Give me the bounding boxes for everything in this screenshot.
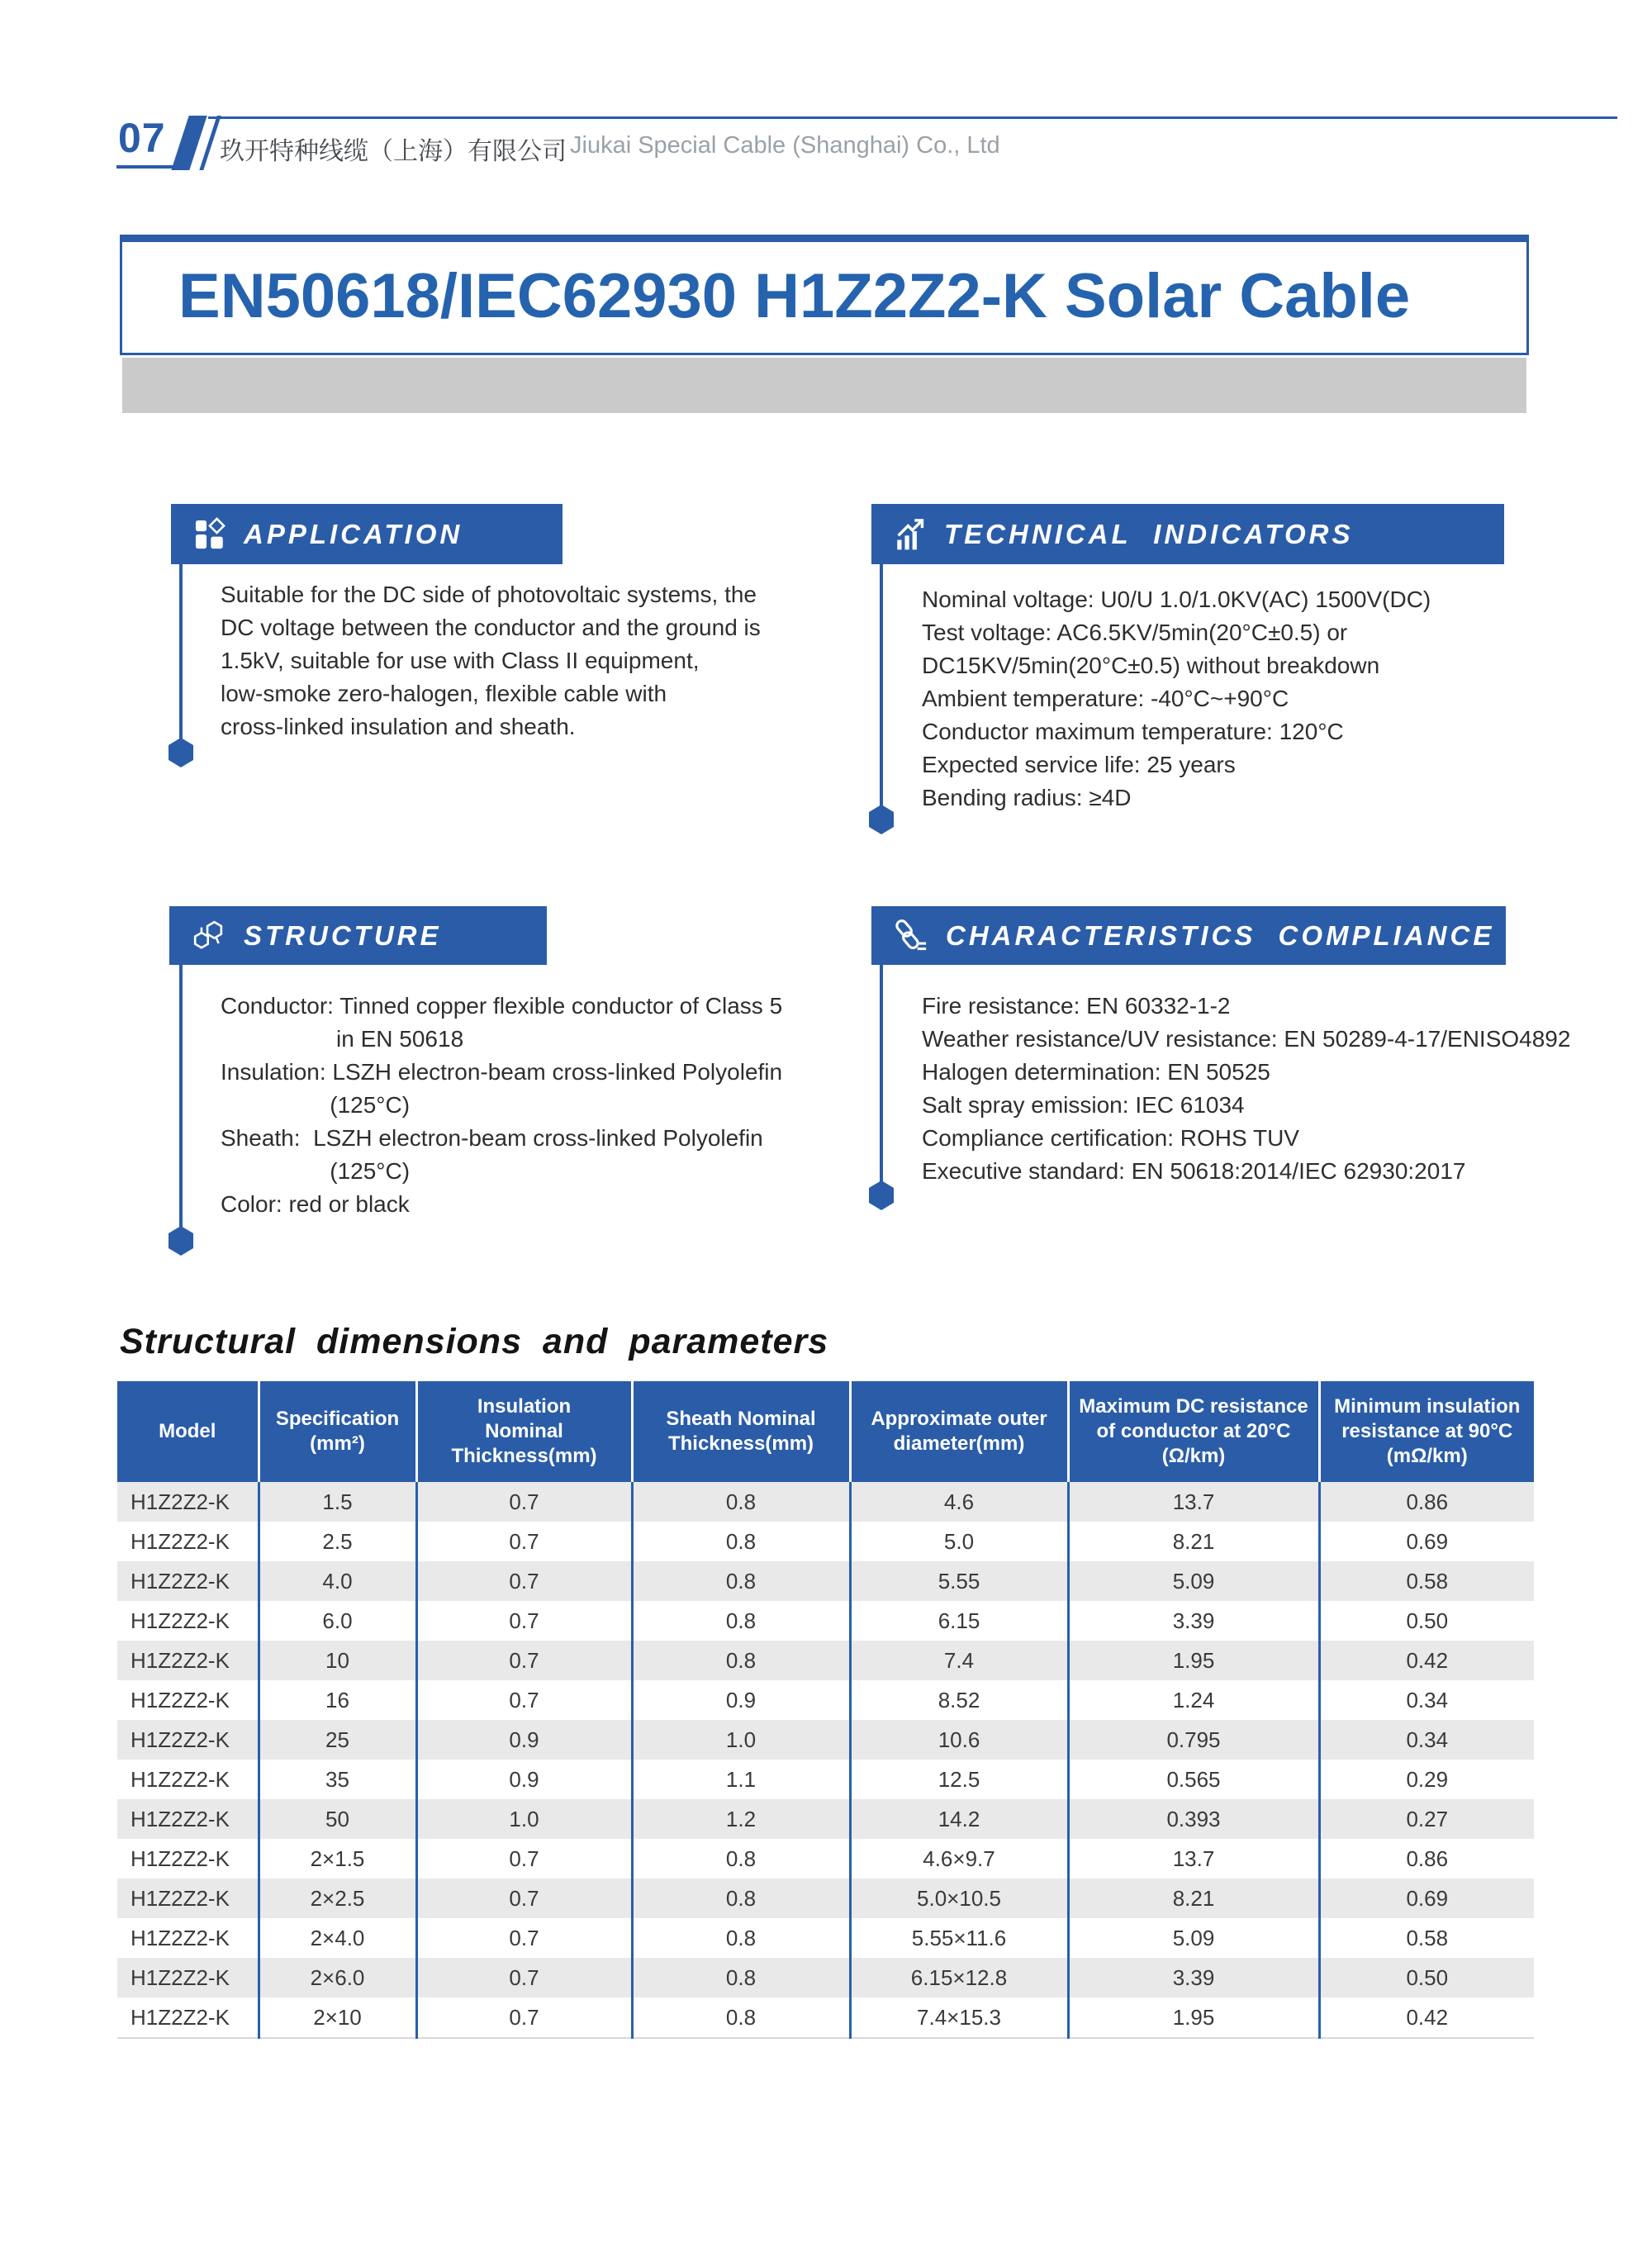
- table-cell: 0.7: [416, 1879, 632, 1918]
- text-line: in EN 50618: [221, 1026, 464, 1052]
- table-cell: 0.86: [1319, 1839, 1534, 1879]
- table-cell: 6.0: [259, 1601, 416, 1641]
- text-line: (mΩ/km): [1386, 1445, 1468, 1467]
- hexagon-endpoint-icon: [869, 805, 894, 834]
- text-line: Minimum insulation: [1334, 1395, 1521, 1418]
- table-cell: 6.15: [850, 1601, 1068, 1641]
- application-text: [221, 578, 761, 743]
- section-header-characteristics-compliance: [871, 906, 1506, 965]
- table-cell: 10.6: [850, 1720, 1068, 1760]
- table-cell: 8.52: [850, 1680, 1068, 1720]
- table-cell: 5.55×11.6: [850, 1918, 1068, 1958]
- table-cell: 13.7: [1068, 1482, 1319, 1522]
- table-cell: H1Z2Z2-K: [131, 1964, 230, 1990]
- table-cell: 1.95: [1068, 1641, 1319, 1680]
- table-cell: 0.9: [632, 1680, 850, 1720]
- table-cell: 16: [259, 1680, 416, 1720]
- col-header-max-dc-resistance: [1068, 1381, 1319, 1482]
- section-title: APPLICATION: [244, 518, 463, 549]
- table-cell: 4.6×9.7: [850, 1839, 1068, 1879]
- section-connector-line: [880, 564, 883, 806]
- table-row: [117, 1958, 1534, 1997]
- text-line: Suitable for the DC side of photovoltaic systems, the: [221, 582, 757, 607]
- table-cell: 0.7: [416, 1482, 632, 1522]
- table-cell: 2×10: [259, 1997, 416, 2038]
- text-line: Nominal voltage: U0/U 1.0/1.0KV(AC) 1500V(DC): [922, 587, 1431, 612]
- table-cell: 0.8: [632, 1918, 850, 1958]
- text-line: Executive standard: EN 50618:2014/IEC 62930:2017: [922, 1158, 1466, 1184]
- table-cell: 0.8: [632, 1997, 850, 2038]
- text-line: Thickness(mm): [451, 1445, 597, 1467]
- table-cell: 5.0×10.5: [850, 1879, 1068, 1918]
- table-cell: 0.7: [416, 1641, 632, 1680]
- table-cell: H1Z2Z2-K: [131, 1806, 230, 1831]
- text-line: resistance at 90°C: [1341, 1420, 1513, 1442]
- title-banner: [120, 235, 1529, 355]
- table-row: [117, 1997, 1534, 2038]
- table-title: Structural dimensions and parameters: [120, 1322, 829, 1361]
- table-cell: 0.8: [632, 1839, 850, 1879]
- section-title: TECHNICAL INDICATORS: [944, 518, 1354, 549]
- hexagon-endpoint-icon: [169, 1226, 193, 1256]
- text-line: Color: red or black: [221, 1191, 410, 1217]
- chart-arrow-icon: [893, 517, 928, 552]
- text-line: Nominal: [485, 1420, 563, 1442]
- text-line: Expected service life: 25 years: [922, 752, 1236, 777]
- table-cell: H1Z2Z2-K: [131, 1608, 230, 1633]
- table-cell: H1Z2Z2-K: [131, 1647, 230, 1673]
- text-line: diameter(mm): [893, 1432, 1025, 1455]
- text-line: Salt spray emission: IEC 61034: [922, 1092, 1245, 1118]
- banner-shadow-band: [122, 358, 1526, 413]
- text-line: Specification: [275, 1408, 400, 1430]
- text-line: (125°C): [221, 1092, 411, 1118]
- section-header-technical-indicators: [871, 504, 1504, 564]
- text-line: Conductor: Tinned copper flexible conductor of Class 5: [221, 993, 783, 1019]
- text-line: Ambient temperature: -40°C~+90°C: [922, 686, 1289, 711]
- table-cell: 0.8: [632, 1641, 850, 1680]
- table-header-row: [117, 1381, 1534, 1482]
- section-connector-line: [179, 965, 183, 1228]
- table-row: [117, 1561, 1534, 1601]
- table-cell: 1.24: [1068, 1680, 1319, 1720]
- table-cell: 5.09: [1068, 1918, 1319, 1958]
- company-name-cn: 玖开特种线缆（上海）有限公司: [220, 138, 567, 165]
- table-cell: H1Z2Z2-K: [131, 1528, 230, 1554]
- text-line: Bending radius: ≥4D: [922, 785, 1132, 810]
- table-cell: 10: [259, 1641, 416, 1680]
- company-name-en: Jiukai Special Cable (Shanghai) Co., Ltd: [570, 132, 1000, 159]
- table-cell: 0.8: [632, 1561, 850, 1601]
- table-cell: 14.2: [850, 1799, 1068, 1839]
- table-cell: 2×1.5: [259, 1839, 416, 1879]
- table-cell: 0.86: [1319, 1482, 1534, 1522]
- text-line: Thickness(mm): [667, 1432, 814, 1455]
- table-cell: H1Z2Z2-K: [131, 1687, 230, 1712]
- table-cell: 6.15×12.8: [850, 1958, 1068, 1997]
- table-cell: H1Z2Z2-K: [117, 1997, 259, 2038]
- text-line: Sheath Nominal: [666, 1408, 816, 1430]
- table-cell: 5.0: [850, 1522, 1068, 1561]
- hexagon-endpoint-icon: [169, 738, 193, 767]
- text-line: DC15KV/5min(20°C±0.5) without breakdown: [922, 653, 1380, 678]
- text-line: (mm²): [310, 1432, 365, 1455]
- table-cell: 0.565: [1068, 1760, 1319, 1799]
- text-line: Approximate outer: [871, 1408, 1047, 1430]
- table-cell: 50: [259, 1799, 416, 1839]
- text-line: Sheath: LSZH electron-beam cross-linked Polyolefin: [221, 1125, 763, 1151]
- table-cell: 2.5: [259, 1522, 416, 1561]
- table-row: [117, 1720, 1534, 1760]
- table-cell: 8.21: [1068, 1879, 1319, 1918]
- table-cell: 0.8: [632, 1958, 850, 1997]
- text-line: (Ω/km): [1161, 1445, 1226, 1467]
- text-line: cross-linked insulation and sheath.: [221, 714, 576, 739]
- table-cell: 0.8: [632, 1879, 850, 1918]
- table-row: [117, 1760, 1534, 1799]
- table-cell: 0.29: [1319, 1760, 1534, 1799]
- table-header: [117, 1381, 1534, 1482]
- table-cell: 0.8: [632, 1522, 850, 1561]
- table-row: [117, 1879, 1534, 1918]
- table-cell: 2×4.0: [259, 1918, 416, 1958]
- table-body: [117, 1482, 1534, 2038]
- table-cell: 0.8: [632, 1601, 850, 1641]
- section-title: CHARACTERISTICS COMPLIANCE: [946, 919, 1495, 951]
- table-cell: 3.39: [1068, 1958, 1319, 1997]
- table-cell: 1.95: [1068, 1997, 1319, 2038]
- col-header-outer-diameter: [850, 1381, 1068, 1482]
- text-line: Fire resistance: EN 60332-1-2: [922, 993, 1231, 1019]
- table-cell: 0.69: [1319, 1522, 1534, 1561]
- page-number: 07: [118, 115, 166, 161]
- table-cell: 0.7: [416, 1561, 632, 1601]
- table-cell: 1.0: [632, 1720, 850, 1760]
- text-line: low-smoke zero-halogen, flexible cable with: [221, 681, 667, 706]
- table-cell: 5.55: [850, 1561, 1068, 1601]
- table-row: [117, 1482, 1534, 1522]
- table-cell: H1Z2Z2-K: [131, 1489, 230, 1514]
- section-header-application: [171, 504, 563, 564]
- table-row: [117, 1680, 1534, 1720]
- table-cell: 1.5: [259, 1482, 416, 1522]
- section-title: STRUCTURE: [244, 919, 442, 951]
- table-cell: 0.7: [416, 1997, 632, 2038]
- hexagon-endpoint-icon: [869, 1180, 894, 1210]
- technical-indicators-text: [922, 583, 1431, 815]
- table-cell: 0.50: [1319, 1958, 1534, 1997]
- text-line: 1.5kV, suitable for use with Class II equipment,: [221, 648, 700, 673]
- table-cell: 0.393: [1068, 1799, 1319, 1839]
- text-line: Weather resistance/UV resistance: EN 50289-4-17/ENISO4892: [922, 1026, 1571, 1052]
- table-cell: 12.5: [850, 1760, 1068, 1799]
- table-cell: 1.0: [416, 1799, 632, 1839]
- table-cell: 2×2.5: [259, 1879, 416, 1918]
- text-line: Test voltage: AC6.5KV/5min(20°C±0.5) or: [922, 620, 1348, 645]
- table-cell: H1Z2Z2-K: [131, 1845, 230, 1871]
- table-cell: 7.4×15.3: [850, 1997, 1068, 2038]
- section-connector-line: [880, 965, 883, 1182]
- table-row: [117, 1799, 1534, 1839]
- text-line: Insulation: LSZH electron-beam cross-linked Polyolefin: [221, 1059, 783, 1085]
- table-cell: 0.58: [1319, 1561, 1534, 1601]
- col-header-insulation-thickness: [416, 1381, 632, 1482]
- table-cell: 0.7: [416, 1601, 632, 1641]
- table-cell: 0.42: [1319, 1641, 1534, 1680]
- grid-diamond-icon: [192, 517, 227, 552]
- table-cell: 0.795: [1068, 1720, 1319, 1760]
- table-cell: 1.1: [632, 1760, 850, 1799]
- table-cell: 35: [259, 1760, 416, 1799]
- col-header-model: [117, 1381, 259, 1482]
- section-header-structure: [169, 906, 547, 965]
- table-cell: H1Z2Z2-K: [131, 1568, 230, 1594]
- table-cell: 4.0: [259, 1561, 416, 1601]
- table-cell: 0.34: [1319, 1680, 1534, 1720]
- table-row: [117, 1839, 1534, 1879]
- text-line: Compliance certification: ROHS TUV: [922, 1125, 1299, 1151]
- characteristics-compliance-text: [922, 990, 1570, 1188]
- table-cell: H1Z2Z2-K: [131, 1766, 230, 1792]
- table-cell: 13.7: [1068, 1839, 1319, 1879]
- col-header-min-insulation-resistance: [1319, 1381, 1534, 1482]
- header-rule: [208, 116, 1617, 119]
- slash-icon: [170, 116, 220, 170]
- text-line: Conductor maximum temperature: 120°C: [922, 719, 1344, 744]
- col-header-specification: [259, 1381, 416, 1482]
- section-connector-line: [179, 564, 183, 739]
- table-cell: 0.7: [416, 1522, 632, 1561]
- table-cell: 0.69: [1319, 1879, 1534, 1918]
- table-cell: H1Z2Z2-K: [131, 1925, 230, 1950]
- col-header-sheath-thickness: [632, 1381, 850, 1482]
- product-title: EN50618/IEC62930 H1Z2Z2-K Solar Cable: [178, 261, 1411, 331]
- table-cell: 0.9: [416, 1720, 632, 1760]
- text-line: DC voltage between the conductor and the ground is: [221, 615, 761, 640]
- table-cell: 0.27: [1319, 1799, 1534, 1839]
- table-row: [117, 1918, 1534, 1958]
- table-cell: 0.7: [416, 1680, 632, 1720]
- text-line: Halogen determination: EN 50525: [922, 1059, 1270, 1085]
- table-cell: 0.7: [416, 1918, 632, 1958]
- table-cell: 0.50: [1319, 1601, 1534, 1641]
- table-cell: 0.34: [1319, 1720, 1534, 1760]
- table-cell: 2×6.0: [259, 1958, 416, 1997]
- spec-table: [117, 1381, 1534, 2039]
- table-cell: 7.4: [850, 1641, 1068, 1680]
- table-cell: 3.39: [1068, 1601, 1319, 1641]
- structure-text: [221, 990, 782, 1221]
- table-row: [117, 1522, 1534, 1561]
- table-cell: 1.2: [632, 1799, 850, 1839]
- table-cell: 0.8: [632, 1482, 850, 1522]
- text-line: Maximum DC resistance: [1079, 1395, 1308, 1418]
- table-cell: 4.6: [850, 1482, 1068, 1522]
- chain-link-icon: [893, 918, 929, 954]
- table-cell: 5.09: [1068, 1561, 1319, 1601]
- table-cell: 0.9: [416, 1760, 632, 1799]
- table-cell: 0.7: [416, 1839, 632, 1879]
- text-line: Model: [159, 1420, 216, 1442]
- table-cell: H1Z2Z2-K: [131, 1727, 230, 1752]
- table-cell: 25: [259, 1720, 416, 1760]
- table-row: [117, 1641, 1534, 1680]
- text-line: Insulation: [477, 1395, 572, 1418]
- table-row: [117, 1601, 1534, 1641]
- table-cell: 0.42: [1319, 1997, 1534, 2038]
- table-cell: H1Z2Z2-K: [131, 1885, 230, 1911]
- text-line: of conductor at 20°C: [1096, 1420, 1291, 1442]
- molecule-icon: [191, 918, 227, 954]
- text-line: (125°C): [221, 1158, 411, 1184]
- table-cell: 0.7: [416, 1958, 632, 1997]
- table-cell: 8.21: [1068, 1522, 1319, 1561]
- table-cell: 0.58: [1319, 1918, 1534, 1958]
